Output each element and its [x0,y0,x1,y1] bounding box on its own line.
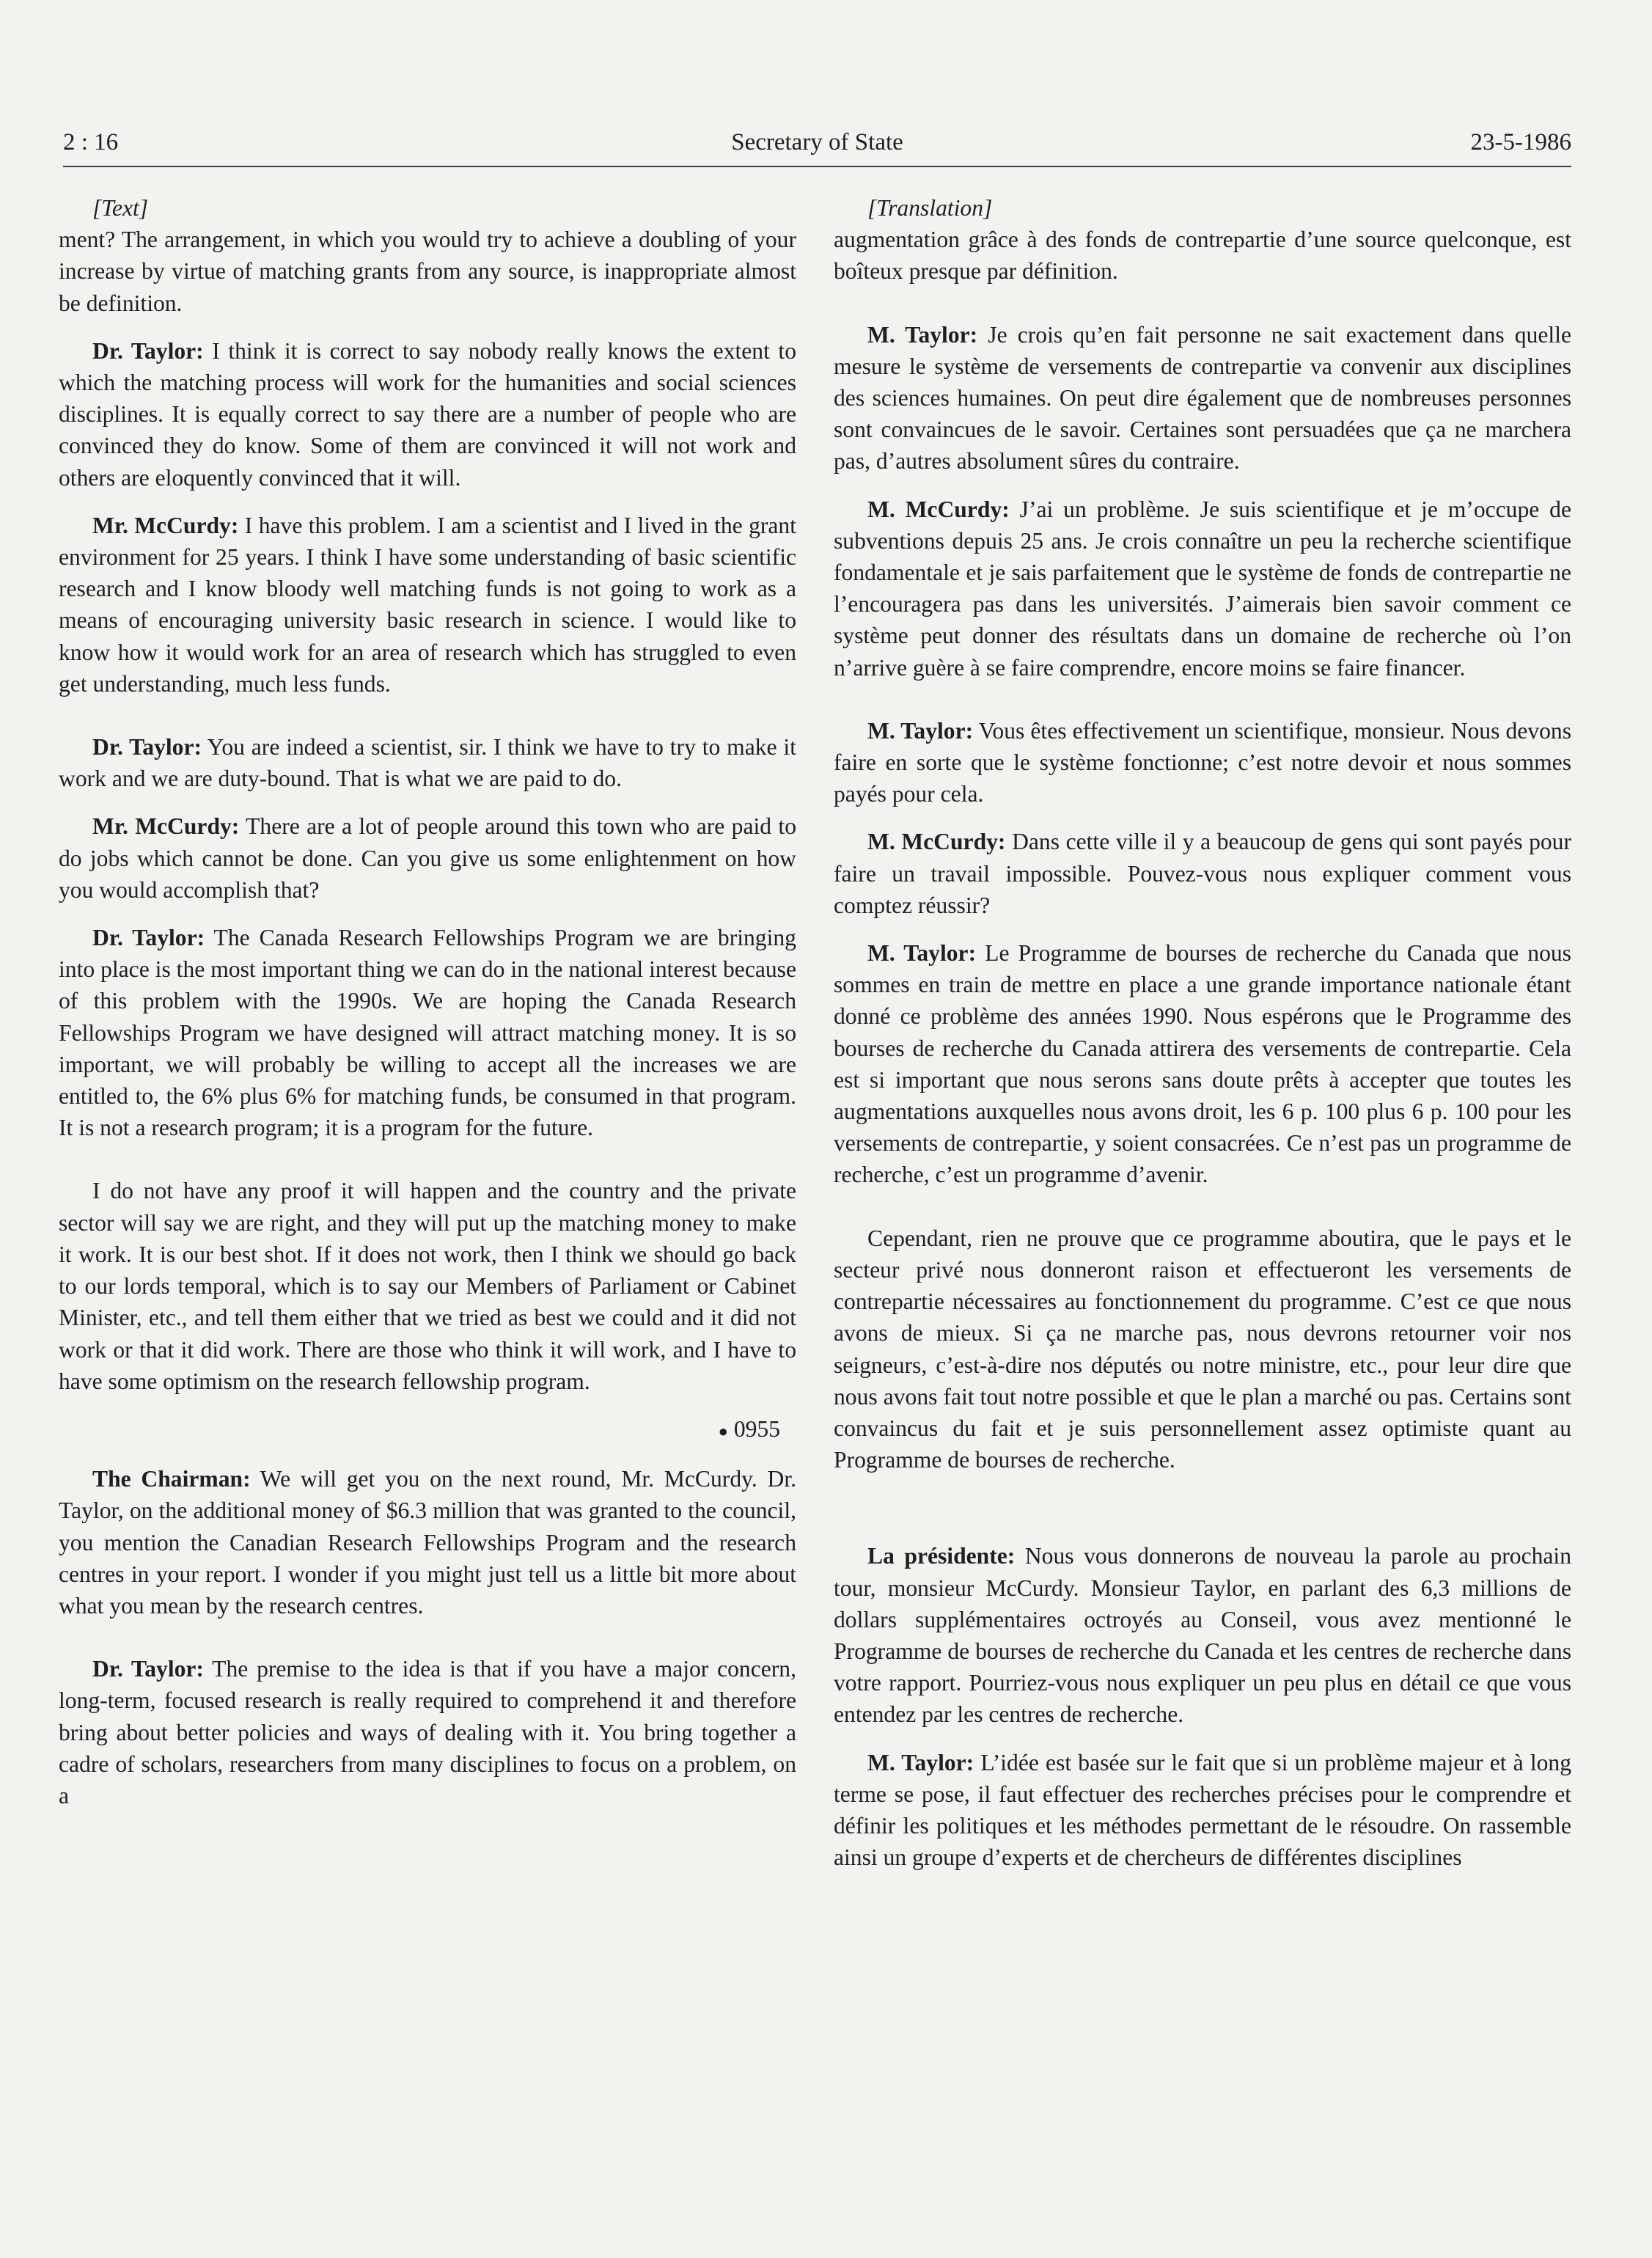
paragraph [59,810,796,906]
paragraph [834,1747,1571,1874]
paragraph [59,922,796,1143]
header-date: 23-5-1986 [1470,129,1571,155]
paragraph-text: J’ai un problème. Je suis scientifique et je m’occupe de subventions depuis 25 ans. Je crois connaître un peu la recherche scientifique fondamentale et je sais parfaitement que le système de fonds de contrepartie ne l’encouragera pas dans les universités. J’aimerais bien savoir comment ce système peut donner des résultats dans un domaine de recherche où l’on n’arrive guère à se faire comprendre, encore moins se faire financer. [834,496,1571,681]
speaker-name: M. Taylor: [867,940,977,967]
speaker-name: Dr. Taylor: [92,925,205,951]
text-tag: [Text] [92,195,149,221]
paragraph-text: Nous vous donnerons de nouveau la parole au prochain tour, monsieur McCurdy. Monsieur Taylor, en parlant des 6,3 millions de dollars supplémentaires octroyés au Conseil, vous avez mentionné le Programme de bourses de recherche du Canada et les centres de recherche dans votre rapport. Pourriez-vous nous expliquer un peu plus en détail ce que vous entendez par les centres de recherche. [834,1543,1572,1728]
paragraph-text: I think it is correct to say nobody really knows the extent to which the matching process will work for the humanities and social sciences disciplines. It is equally correct to say there are a number of people who are convinced they do know. Some of them are convinced it will not work and others are eloquently convinced that it will. [59,337,796,491]
paragraph-text: The Canada Research Fellowships Program we are bringing into place is the most important thing we can do in the national interest because of this problem with the 1990s. We are hoping the Canada Research Fellowships Program we have designed will attract matching money. It is so important, we will probably be willing to accept all the increases we are entitled to, the 6% plus 6% for matching funds, be consumed in that program. It is not a research program; it is a program for the future. [59,925,796,1141]
speaker-name: M. Taylor: [867,717,974,744]
paragraph: augmentation grâce à des fonds de contrepartie d’une source quelconque, est boîteux presque par définition. [834,227,1571,285]
speaker-name: M. Taylor: [867,1749,974,1775]
paragraph [59,731,796,794]
paragraph-text: L’idée est basée sur le fait que si un problème majeur et à long terme se pose, il faut effectuer des recherches précises pour le comprendre et définir les politiques et les méthodes permettant de le résoudre. On rassemble ainsi un groupe d’experts et de chercheurs de différentes disciplines [834,1749,1572,1871]
translation-tag: [Translation] [867,195,993,221]
paragraph [834,937,1571,1191]
speaker-name: M. McCurdy: [867,496,1010,522]
paragraph-text: Vous êtes effectivement un scientifique, monsieur. Nous devons faire en sorte que le système fonctionne; c’est notre devoir et nous sommes payés pour cela. [834,717,1572,807]
paragraph-text: Dans cette ville il y a beaucoup de gens qui sont payés pour faire un travail impossible. Pouvez-vous nous expliquer comment vous comptez réussir? [834,829,1571,918]
paragraph [834,319,1571,477]
page-header [63,125,1571,167]
time-marker-text: 0955 [733,1415,780,1442]
speaker-name: Dr. Taylor: [92,337,204,364]
speaker-name: Dr. Taylor: [92,734,202,760]
paragraph-text: I have this problem. I am a scientist and I lived in the grant environment for 25 years. I think I have some understanding of basic scientific research and I know bloody well matching funds is not going to work as a means of encouraging university basic research in science. I would like to know how it would work for an area of research which has struggled to even get understanding, much less funds. [59,512,796,697]
speaker-name: La présidente: [867,1543,1016,1569]
paragraph: I do not have any proof it will happen and the country and the private sector will say we are right, and they will put up the matching money to make it work. It is our best shot. If it does not work, then I think we should go back to our lords temporal, which is to say our Members of Parliament or Cabinet Minister, etc., and tell them either that we tried as best we could and it did not work or that it did work. There are those who think it will work, and I have to have some optimism on the research fellowship program. [59,1178,796,1394]
time-marker [59,1413,796,1447]
paragraph-text: Le Programme de bourses de recherche du Canada que nous sommes en train de mettre en place a une grande importance nationale étant donné ce problème des années 1990. Nous espérons que le Programme des bourses de recherche du Canada attirera des versements de contrepartie. Cela est si important que nous serons sans doute prêts à accepter que toutes les augmentations auxquelles nous avons droit, les 6 p. 100 plus 6 p. 100 pour les versements de contrepartie, y soient consacrées. Ce n’est pas un programme de recherche, c’est un programme d’avenir. [834,940,1571,1188]
paragraph [59,1463,796,1621]
paragraph-text: You are indeed a scientist, sir. I think we have to try to make it work and we are duty-bound. That is what we are paid to do. [59,734,796,792]
paragraph: ment? The arrangement, in which you would try to achieve a doubling of your increase by virtue of matching grants from any source, is inappropriate almost be definition. [59,227,796,316]
paragraph-text: We will get you on the next round, Mr. McCurdy. Dr. Taylor, on the additional money of $6.3 million that was granted to the council, you mention the Canadian Research Fellowships Program and the research centres in your report. I wonder if you might just tell us a little bit more about what you mean by the research centres. [59,1466,796,1619]
paragraph [834,715,1571,810]
bullet-icon: ● [718,1422,728,1441]
paragraph [834,494,1571,683]
paragraph [834,826,1571,921]
speaker-name: M. McCurdy: [867,829,1006,855]
page-number: 2 : 16 [63,129,119,155]
paragraph-text: Je crois qu’en fait personne ne sait exactement dans quelle mesure le système de versements de contrepartie va convenir aux disciplines des sciences humaines. On peut dire également que de nombreuses personnes sont convaincues de le savoir. Certaines sont persuadées que ça ne marchera pas, d’autres absolument sûres du contraire. [834,321,1571,474]
english-column [59,192,796,1811]
speaker-name: The Chairman: [92,1466,251,1492]
paragraph [59,510,796,700]
french-column [834,192,1571,1873]
speaker-name: Mr. McCurdy: [92,512,239,538]
paragraph-text: There are a lot of people around this town who are paid to do jobs which cannot be done. Can you give us some enlightenment on how you would accomplish that? [59,813,796,903]
speaker-name: Mr. McCurdy: [92,813,240,840]
paragraph-text: The premise to the idea is that if you have a major concern, long-term, focused research is really required to comprehend it and therefore bring about better policies and ways of dealing with it. You bring together a cadre of scholars, researchers from many disciplines to focus on a problem, on a [59,1656,796,1809]
paragraph [59,1653,796,1811]
speaker-name: Dr. Taylor: [92,1656,204,1682]
paragraph [59,335,796,494]
paragraph: Cependant, rien ne prouve que ce programme aboutira, que le pays et le secteur privé nous donneront raison et effectueront les versements de contrepartie nécessaires au fonctionnement du programme. C’est ce que nous avons de mieux. Si ça ne marche pas, nous devrons retourner voir nos seigneurs, c’est-à-dire nos députés ou notre ministre, etc., pour leur dire que nous avons fait tout notre possible et que le plan a marché ou pas. Certains sont convaincus du fait et je suis personnellement assez optimiste quant au Programme de bourses de recherche. [834,1225,1571,1473]
running-title: Secretary of State [731,129,903,155]
paragraph [834,1540,1571,1730]
speaker-name: M. Taylor: [867,321,978,348]
